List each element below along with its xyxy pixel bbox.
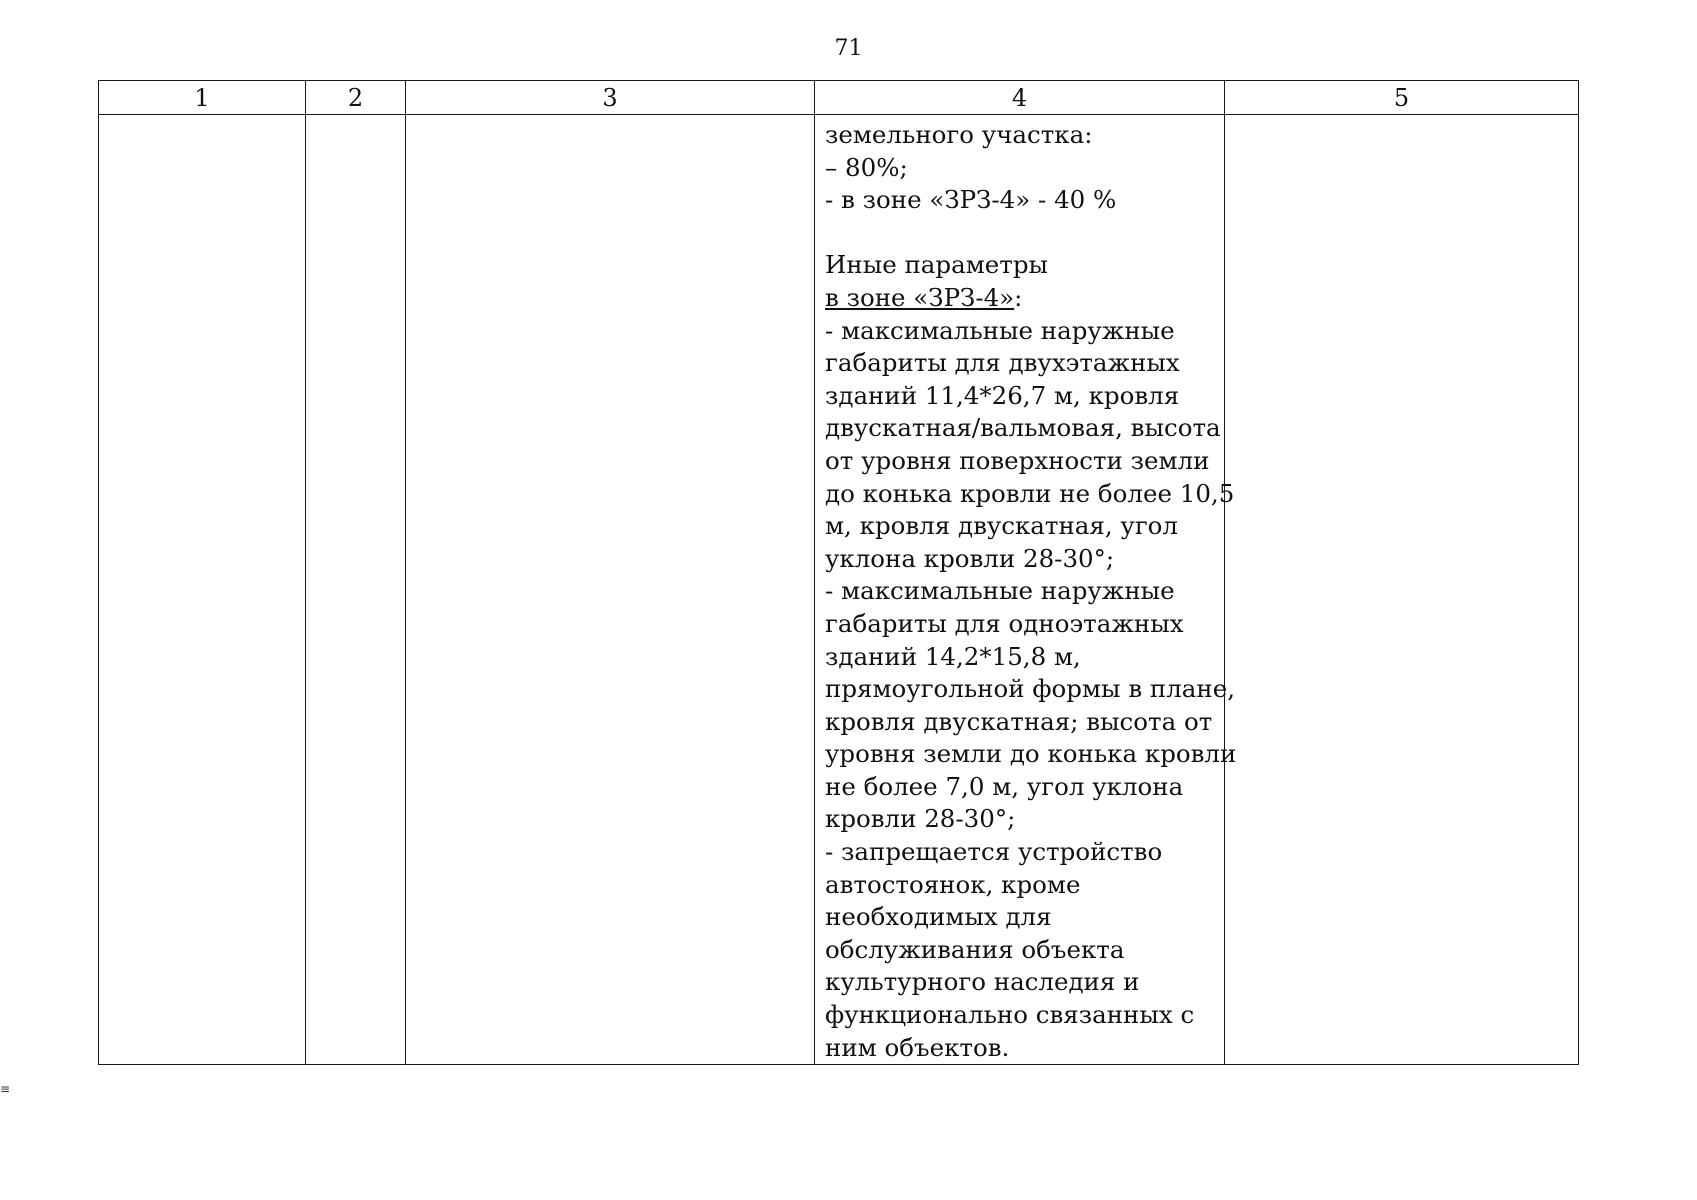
text-line: земельного участка: (825, 120, 1093, 149)
header-col-2: 2 (306, 81, 406, 115)
scan-margin-mark: ≡ (0, 1082, 11, 1096)
table-row (99, 115, 1579, 1065)
cell-col-4 (815, 115, 1237, 1065)
text-line: Иные параметры (825, 250, 1049, 280)
text-line: от уровня поверхности земли (825, 445, 1210, 475)
underlined-heading-line (825, 282, 1214, 315)
text-line: кровли 28-30°; (825, 804, 1016, 834)
text-line: габариты для двухэтажных (825, 348, 1180, 378)
text-line: - максимальные наружные (825, 576, 1175, 606)
text-line: м, кровля двускатная, угол (825, 511, 1179, 541)
underlined-zone-label: в зоне «ЗРЗ-4» (825, 282, 1015, 312)
text-line: - запрещается устройство (825, 837, 1163, 867)
text-line: ним объектов. (825, 1032, 1010, 1062)
colon: : (1014, 282, 1023, 312)
header-col-5: 5 (1225, 81, 1579, 115)
text-line: двускатная/вальмовая, высота (825, 413, 1221, 443)
text-line: прямоугольной формы в плане, (825, 674, 1236, 704)
header-col-4: 4 (815, 81, 1225, 115)
cell-col-4-text (815, 115, 1237, 1064)
page-number: 71 (834, 36, 863, 61)
text-line: не более 7,0 м, угол уклона (825, 771, 1184, 801)
text-line: зданий 11,4*26,7 м, кровля (825, 380, 1180, 410)
header-col-1: 1 (99, 81, 306, 115)
text-line: габариты для одноэтажных (825, 608, 1184, 638)
text-line: культурного наследия и (825, 967, 1140, 997)
text-line: необходимых для (825, 902, 1052, 932)
header-col-3: 3 (406, 81, 815, 115)
text-line: функционально связанных с (825, 1000, 1195, 1030)
table-header-row (99, 81, 1579, 115)
blank-line (825, 217, 1214, 250)
cell-col-5 (1225, 115, 1579, 1065)
text-line: зданий 14,2*15,8 м, (825, 641, 1081, 671)
text-line: уровня земли до конька кровли (825, 739, 1237, 769)
text-line: кровля двускатная; высота от (825, 706, 1213, 736)
text-line: обслуживания объекта (825, 934, 1125, 964)
cell-col-2 (306, 115, 406, 1065)
text-line: до конька кровли не более 10,5 (825, 478, 1235, 508)
text-line: уклона кровли 28-30°; (825, 543, 1115, 573)
text-line: – 80%; (825, 152, 908, 182)
text-line: автостоянок, кроме (825, 869, 1081, 899)
cell-col-3 (406, 115, 815, 1065)
text-line: - в зоне «ЗРЗ-4» - 40 % (825, 185, 1117, 215)
document-table (98, 80, 1579, 1065)
cell-col-1 (99, 115, 306, 1065)
text-line: - максимальные наружные (825, 315, 1175, 345)
